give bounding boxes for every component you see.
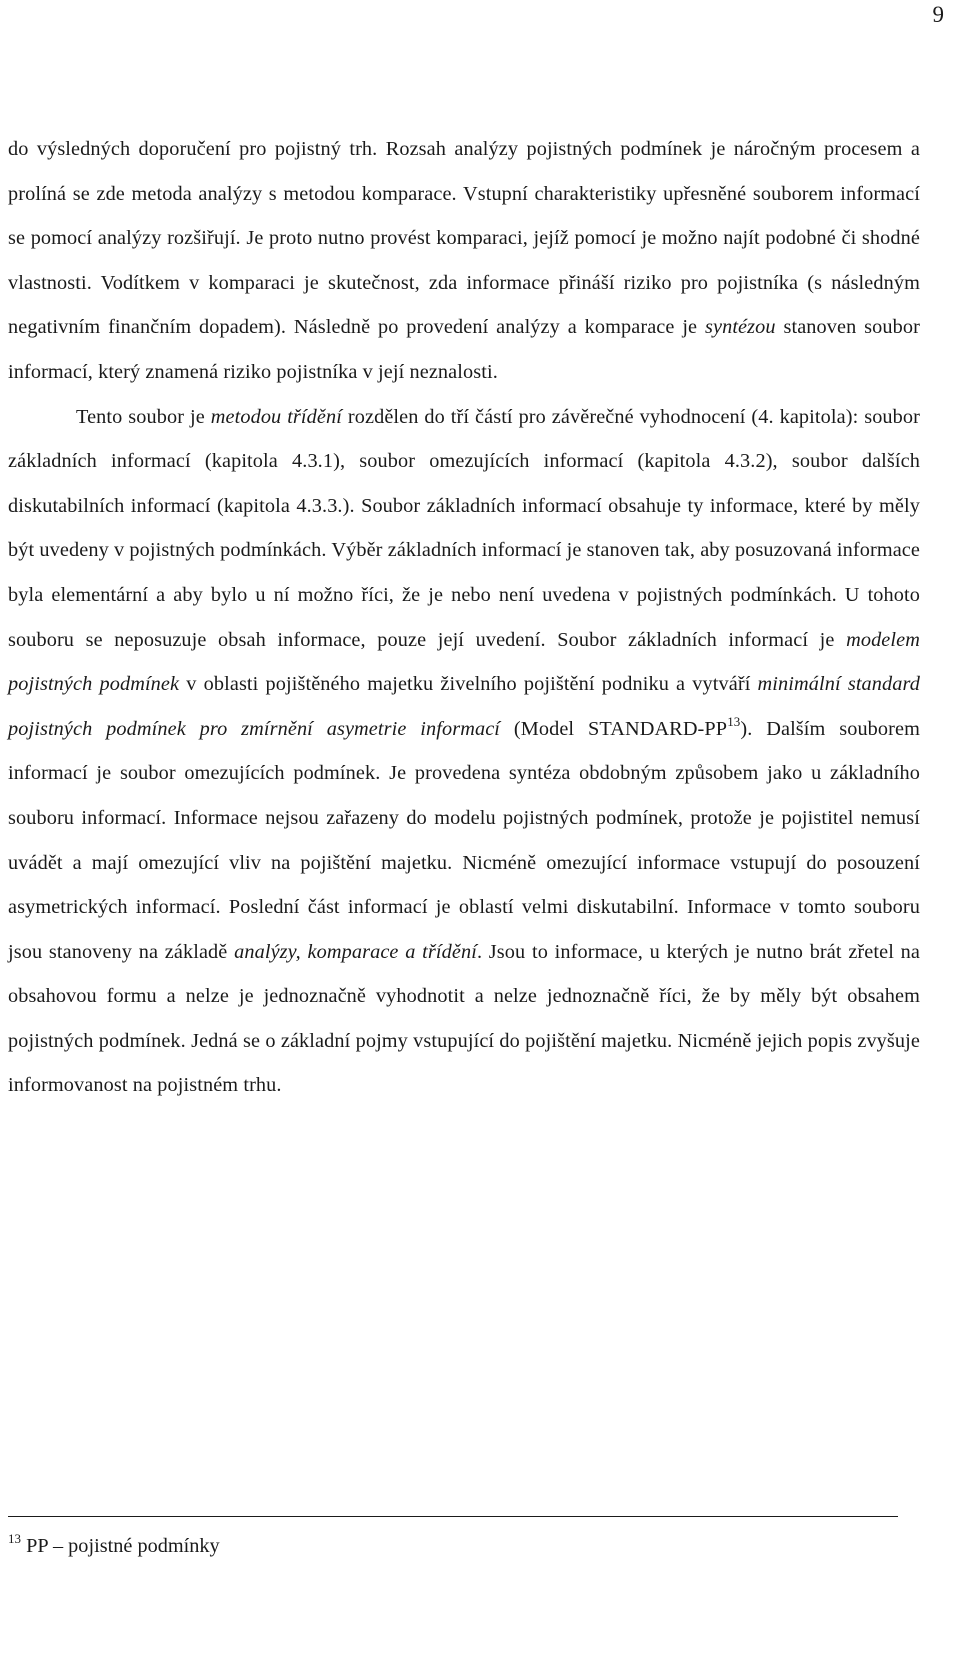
text-run: do výsledných doporučení pro pojistný trh. Rozsah analýzy pojistných podmínek je náročným procesem a prolíná se zde metoda analýzy s metodou komparace. Vstupní charakteristiky upřesněné souborem informací se pomocí analýzy rozšiřují. Je proto nutno provést komparaci, jejíž pomocí je možno najít podobné či shodné vlastnosti. Vodítkem v komparaci je skutečnost, zda informace přináší riziko pro pojistníka (s následným negativním finančním dopadem). Následně po provedení analýzy a komparace je [8, 138, 920, 339]
footnote-reference[interactable]: 13 [727, 713, 741, 729]
emphasis-minimalni-standard: minimální standard pojistných podmínek pro zmírnění asymetrie informací [8, 673, 920, 740]
text-run: ). Dalším souborem informací je soubor omezujících podmínek. Je provedena syntéza obdobným způsobem jako u základního souboru informací. Informace nejsou zařazeny do modelu pojistných podmínek, protože je pojistitel nemusí uvádět a mají omezující vliv na pojištění majetku. Nicméně omezující informace vstupují do posouzení asymetrických informací. Poslední část informací je oblastí velmi diskutabilní. Informace v tomto souboru jsou stanoveny na základě [8, 717, 920, 963]
emphasis-metodou-trideni: metodou třídění [210, 405, 342, 428]
emphasis-analyzy-komparace-trideni: analýzy, komparace a třídění [234, 940, 477, 963]
text-run: (Model STANDARD-PP [500, 717, 728, 740]
emphasis-syntezou: syntézou [704, 316, 776, 339]
body-text [8, 127, 920, 1108]
footnote [8, 1526, 220, 1566]
page-number: 9 [932, 2, 944, 27]
text-run: Tento soubor je [76, 405, 211, 428]
text-run: v oblasti pojištěného majetku živelního pojištění podniku a vytváří [179, 673, 758, 696]
emphasis-modelem-pojistnych-podminek: modelem pojistných podmínek [8, 628, 920, 696]
paragraph-1 [8, 127, 920, 395]
footnote-marker: 13 [8, 1531, 21, 1546]
paragraph-2 [8, 395, 920, 1109]
footnote-divider [8, 1516, 898, 1517]
text-run: rozdělen do tří částí pro závěrečné vyhodnocení (4. kapitola): soubor základních informací (kapitola 4.3.1), soubor omezujících informací (kapitola 4.3.2), soubor dalších diskutabilních informací (kapitola 4.3.3.). Soubor základních informací obsahuje ty informace, které by měly být uvedeny v pojistných podmínkách. Výběr základních informací je stanoven tak, aby posuzovaná informace byla elementární a aby bylo u ní možno říci, že je nebo není uvedena v pojistných podmínkách. U tohoto souboru se neposuzuje obsah informace, pouze její uvedení. Soubor základních informací je [8, 405, 921, 651]
footnote-text: PP – pojistné podmínky [21, 1535, 220, 1557]
text-run: stanoven soubor informací, který znamená riziko pojistníka v její neznalosti. [8, 316, 920, 383]
text-run: . Jsou to informace, u kterých je nutno brát zřetel na obsahovou formu a nelze je jednoznačně vyhodnotit a nelze jednoznačně říci, že by měly být obsahem pojistných podmínek. Jedná se o základní pojmy vstupující do pojištění majetku. Nicméně jejich popis zvyšuje informovanost na pojistném trhu. [8, 940, 920, 1097]
